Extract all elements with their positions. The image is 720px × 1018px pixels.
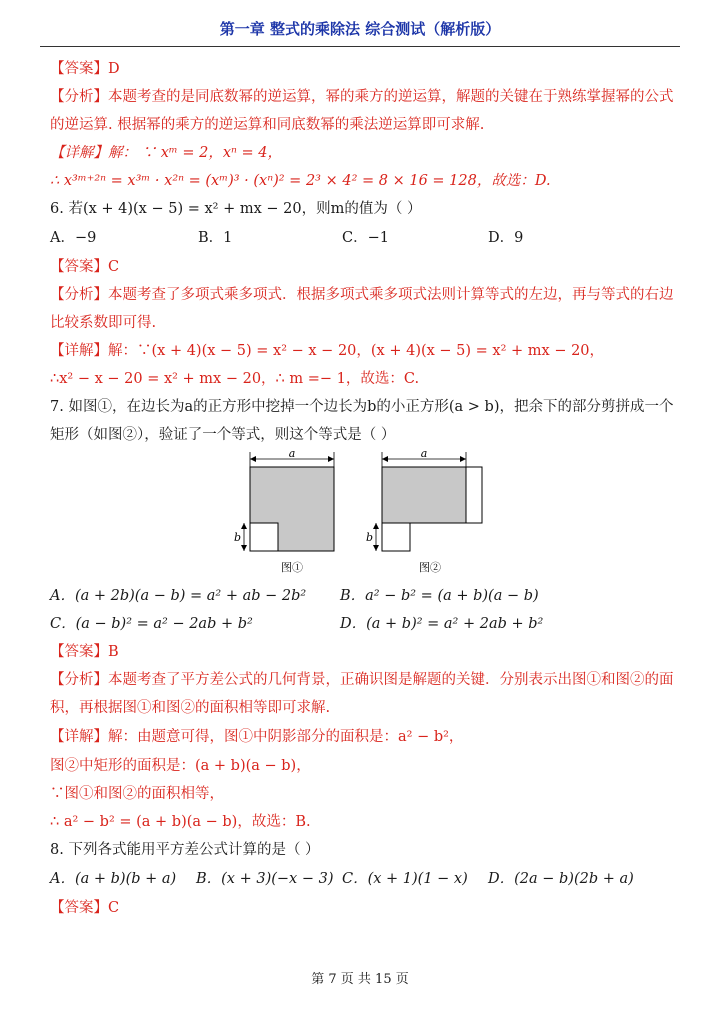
page-header: 第一章 整式的乘除法 综合测试（解析版）: [40, 14, 680, 47]
q5-detail-line-1: 【详解】解： ∵ xᵐ = 2，xⁿ = 4，: [50, 145, 283, 161]
q6-option-b: B．1: [198, 230, 233, 246]
q7-analysis-line-1: 【分析】本题考查了平方差公式的几何背景，正确识图是解题的关键．分别表示出图①和图②的面: [50, 672, 674, 688]
q7-answer: 【答案】B: [50, 644, 119, 660]
q8-options: [50, 869, 680, 889]
q7-stem-line-1: 7. 如图①，在边长为a的正方形中挖掉一个边长为b的小正方形(a > b)，把余下的部分剪拼成一个: [50, 399, 674, 415]
figure-1: [234, 447, 334, 574]
q6-analysis-line-2: 比较系数即可得.: [50, 315, 157, 331]
fig1-caption: 图①: [281, 561, 303, 574]
q7-option-b: B．a² − b² = (a + b)(a − b): [340, 588, 539, 604]
q6-detail-line-2: ∴x² − x − 20 = x² + mx − 20，∴ m =− 1，故选：C.: [50, 371, 420, 387]
q6-stem: 6. 若(x + 4)(x − 5) = x² + mx − 20，则m的值为（ ）: [50, 201, 422, 217]
q6-option-a: A．−9: [50, 230, 97, 246]
q6-options: [50, 228, 680, 248]
q5-detail-line-2: ∴ x³ᵐ⁺²ⁿ = x³ᵐ · x²ⁿ = (xᵐ)³ · (xⁿ)² = 2³ × 4² = 8 × 16 = 128，故选：D.: [50, 173, 551, 189]
q7-option-a: A．(a + 2b)(a − b) = a² + ab − 2b²: [50, 588, 307, 604]
q8-option-d: D．(2a − b)(2b + a): [488, 871, 634, 887]
q7-detail-line-2: 图②中矩形的面积是：(a + b)(a − b)，: [50, 758, 311, 774]
q8-stem: 8. 下列各式能用平方差公式计算的是（ ）: [50, 842, 320, 858]
figure-2: [366, 447, 482, 574]
q7-option-c: C．(a − b)² = a² − 2ab + b²: [50, 616, 253, 632]
fig1-label-b: b: [234, 531, 242, 544]
q6-detail-line-1: 【详解】解：∵(x + 4)(x − 5) = x² − x − 20，(x + 4)(x − 5) = x² + mx − 20，: [50, 343, 605, 359]
q5-answer: 【答案】D: [50, 61, 120, 77]
fig1-label-a: a: [288, 447, 296, 460]
q7-detail-line-1: 【详解】解：由题意可得，图①中阴影部分的面积是：a² − b²，: [50, 729, 464, 745]
q6-answer: 【答案】C: [50, 259, 120, 275]
page-footer: 第 7 页 共 15 页: [311, 972, 409, 987]
q7-options-row-1: [50, 586, 680, 606]
q8-option-c: C．(x + 1)(1 − x): [342, 871, 468, 887]
q7-figure: [220, 447, 500, 579]
q6-option-c: C．−1: [342, 230, 389, 246]
q8-option-b: B．(x + 3)(−x − 3): [196, 871, 334, 887]
q7-stem-line-2: 矩形（如图②），验证了一个等式，则这个等式是（ ）: [50, 427, 396, 443]
q5-analysis-line-2: 的逆运算. 根据幂的乘方的逆运算和同底数幂的乘法逆运算即可求解.: [50, 117, 485, 133]
q7-detail-line-3: ∵图①和图②的面积相等，: [50, 786, 224, 802]
q7-analysis-line-2: 积，再根据图①和图②的面积相等即可求解.: [50, 700, 331, 716]
q8-answer: 【答案】C: [50, 900, 120, 916]
q5-analysis-line-1: 【分析】本题考查的是同底数幂的逆运算，幂的乘方的逆运算，解题的关键在于熟练掌握幂的公式: [50, 89, 674, 105]
fig2-label-a: a: [420, 447, 428, 460]
q8-option-a: A．(a + b)(b + a): [50, 871, 177, 887]
fig2-label-b: b: [366, 531, 374, 544]
q7-options-row-2: [50, 614, 680, 634]
q7-option-d: D．(a + b)² = a² + 2ab + b²: [340, 616, 544, 632]
q6-analysis-line-1: 【分析】本题考查了多项式乘多项式．根据多项式乘多项式法则计算等式的左边，再与等式的右边: [50, 287, 674, 303]
fig2-caption: 图②: [419, 561, 441, 574]
q7-detail-line-4: ∴ a² − b² = (a + b)(a − b)，故选：B.: [50, 814, 311, 830]
q6-option-d: D．9: [488, 230, 524, 246]
